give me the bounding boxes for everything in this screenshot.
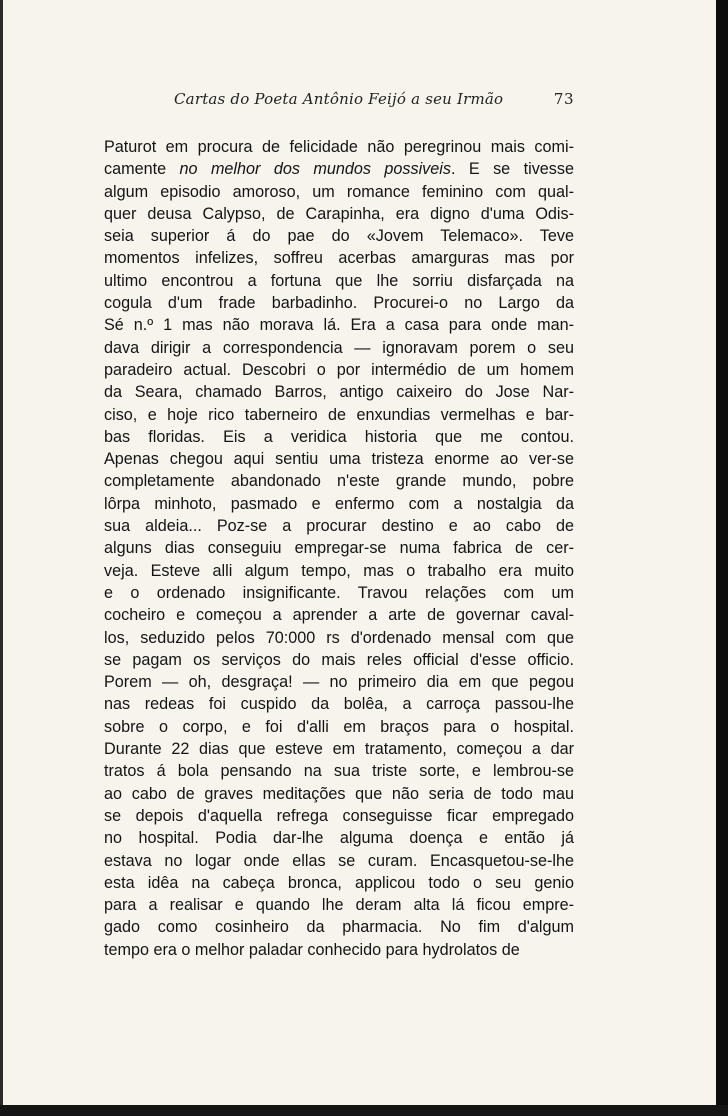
text-line [104,337,574,359]
line-segment: camente [104,160,180,179]
italic-phrase: no melhor dos mundos possiveis [179,160,451,179]
text-line [104,270,574,292]
text-line [104,359,574,381]
text-line [104,292,574,314]
page-number: 73 [553,90,574,108]
line-segment: . E se tivesse [450,160,574,179]
line-segment: da Seara, chamado Barros, antigo caixeiro do Jose Nar- [104,383,574,402]
text-line [104,872,574,894]
scan-edge-bottom [0,1105,728,1116]
text-line [104,136,574,158]
text-line [104,560,574,582]
line-segment: ultimo encontrou a fortuna que lhe sorriu disfarçada na [104,271,574,290]
text-line [104,939,574,961]
line-segment: lôrpa minhoto, pasmado e enfermo com a nostalgia da [104,494,574,513]
line-segment: Sé n.º 1 mas não morava lá. Era a casa para onde man- [104,316,574,335]
line-segment: algum episodio amoroso, um romance feminino com qual- [104,182,574,201]
line-segment: nas redeas foi cuspido da bolêa, a carroça passou-lhe [104,695,574,714]
text-line [104,627,574,649]
text-line [104,649,574,671]
text-line [104,894,574,916]
line-segment: seia superior á do pae do «Jovem Telemaco». Teve [104,227,574,246]
line-segment: ciso, e hoje rico taberneiro de enxundias vermelhas e bar- [104,405,574,424]
line-segment: estava no logar onde ellas se curam. Encasquetou-se-lhe [104,851,574,870]
line-segment: e o ordenado insignificante. Travou relações com um [104,583,574,602]
text-line [104,381,574,403]
text-line [104,916,574,938]
text-line [104,493,574,515]
text-line [104,582,574,604]
text-line [104,738,574,760]
line-segment: ao cabo de graves meditações que não seria de todo mau [104,784,574,803]
line-segment: los, seduzido pelos 70:000 rs d'ordenado mensal com que [104,628,574,647]
line-segment: tratos á bola pensando na sua triste sorte, e lembrou-se [104,762,574,781]
text-line [104,716,574,738]
line-segment: cogula d'um frade barbadinho. Procurei-o no Largo da [104,294,574,313]
line-segment: quer deusa Calypso, de Carapinha, era digno d'uma Odis- [104,204,574,223]
line-segment: Durante 22 dias que esteve em tratamento, começou a dar [104,740,574,759]
text-line [104,470,574,492]
line-segment: Porem — oh, desgraça! — no primeiro dia em que pegou [104,673,574,692]
text-line [104,448,574,470]
line-segment: alguns dias conseguiu empregar-se numa fabrica de cer- [104,539,574,558]
text-line [104,604,574,626]
line-segment: dava dirigir a correspondencia — ignoravam porem o seu [104,338,574,357]
line-segment: momentos infelizes, soffreu acerbas amarguras mas por [104,249,574,268]
line-segment: bas floridas. Eis a veridica historia que me contou. [104,427,574,446]
scan-edge-left [0,0,3,1116]
text-line [104,158,574,180]
text-line [104,426,574,448]
line-segment: no hospital. Podia dar-lhe alguma doença e então já [104,829,574,848]
line-segment: sua aldeia... Poz-se a procurar destino e ao cabo de [104,517,574,536]
text-line [104,203,574,225]
running-title: Cartas do Poeta Antônio Feijó a seu Irmão [174,90,504,108]
text-line [104,671,574,693]
text-line [104,760,574,782]
line-segment: para a realisar e quando lhe deram alta lá ficou empre- [104,896,574,915]
text-line [104,515,574,537]
text-line [104,537,574,559]
text-line [104,404,574,426]
line-segment: se depois d'aquella refrega conseguisse ficar empregado [104,806,574,825]
line-segment: tempo era o melhor paladar conhecido para hydrolatos de [104,940,520,959]
text-line [104,783,574,805]
line-segment: veja. Esteve alli algum tempo, mas o trabalho era muito [104,561,574,580]
line-segment: Paturot em procura de felicidade não peregrinou mais comi- [104,138,574,156]
text-line [104,850,574,872]
body-text [104,136,574,961]
line-segment: se pagam os serviços do mais reles official d'esse officio. [104,650,574,669]
text-line [104,181,574,203]
line-segment: gado como cosinheiro da pharmacia. No fim d'algum [104,918,574,937]
line-segment: Apenas chegou aqui sentiu uma tristeza enorme ao ver-se [104,450,574,469]
running-header [104,88,574,114]
line-segment: sobre o corpo, e foi d'alli em braços para o hospital. [104,717,574,736]
text-line [104,805,574,827]
line-segment: paradeiro actual. Descobri o por intermédio de um homem [104,360,574,379]
line-segment: cocheiro e começou a aprender a arte de governar caval- [104,606,574,625]
scan-edge-right [716,0,728,1116]
text-line [104,225,574,247]
text-line [104,693,574,715]
text-line [104,314,574,336]
text-line [104,247,574,269]
line-segment: esta idêa na cabeça bronca, applicou todo o seu genio [104,873,574,892]
text-line [104,827,574,849]
line-segment: completamente abandonado n'este grande mundo, pobre [104,472,574,491]
